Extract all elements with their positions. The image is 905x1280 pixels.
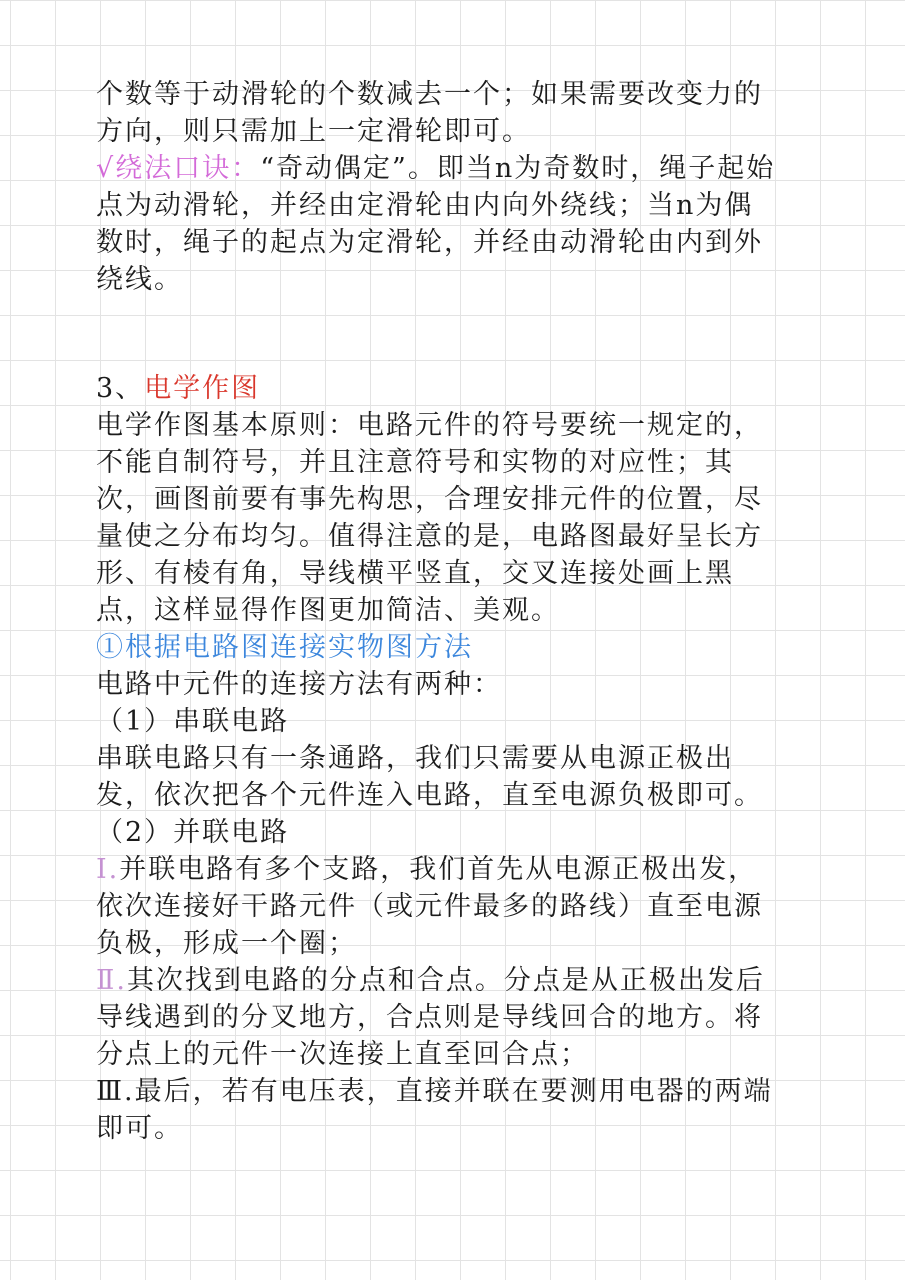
principle-line: 电学作图基本原则：电路元件的符号要统一规定的， <box>96 410 763 441</box>
parallel-step-2 <box>96 962 816 999</box>
parallel-step-1-line: 负极，形成一个圈； <box>96 928 357 959</box>
note-page <box>96 76 816 1147</box>
mnemonic-text: “奇动偶定”。即当n为奇数时，绳子起始 <box>260 153 776 184</box>
section-heading <box>96 370 816 407</box>
principle-line: 次，画图前要有事先构思，合理安排元件的位置，尽 <box>96 484 763 515</box>
series-heading: （1）串联电路 <box>96 706 290 737</box>
mnemonic-text-line: 数时，绳子的起点为定滑轮，并经由动滑轮由内到外 <box>96 227 763 258</box>
step-text: 其次找到电路的分点和合点。分点是从正极出发后 <box>126 965 765 996</box>
pulley-text-line: 个数等于动滑轮的个数减去一个；如果需要改变力的 <box>96 79 763 110</box>
series-text-line: 串联电路只有一条通路，我们只需要从电源正极出 <box>96 743 734 774</box>
method-heading: ①根据电路图连接实物图方法 <box>96 632 473 663</box>
mnemonic-text-line: 绕线。 <box>96 264 183 295</box>
principle-line: 形、有棱有角，导线横平竖直，交叉连接处画上黑 <box>96 558 734 589</box>
parallel-step-2-line: 分点上的元件一次连接上直至回合点； <box>96 1039 589 1070</box>
step-marker: Ⅲ. <box>96 1076 135 1107</box>
parallel-step-3-line: 即可。 <box>96 1113 183 1144</box>
parallel-step-1-line: 依次连接好干路元件（或元件最多的路线）直至电源 <box>96 891 763 922</box>
parallel-step-2-line: 导线遇到的分叉地方，合点则是导线回合的地方。将 <box>96 1002 763 1033</box>
parallel-step-3 <box>96 1073 816 1110</box>
section-number: 3、 <box>96 373 145 404</box>
step-marker: Ⅰ. <box>96 854 120 885</box>
section-title: 电学作图 <box>144 373 261 404</box>
mnemonic-label: √绕法口诀： <box>96 153 261 184</box>
step-text: 最后，若有电压表，直接并联在要测用电器的两端 <box>134 1076 773 1107</box>
parallel-heading: （2）并联电路 <box>96 817 290 848</box>
parallel-step-1 <box>96 851 816 888</box>
principle-line: 不能自制符号，并且注意符号和实物的对应性；其 <box>96 447 734 478</box>
pulley-text-line: 方向，则只需加上一定滑轮即可。 <box>96 116 531 147</box>
mnemonic-text-line: 点为动滑轮，并经由定滑轮由内向外绕线；当n为偶 <box>96 190 754 221</box>
principle-line: 点，这样显得作图更加简洁、美观。 <box>96 595 560 626</box>
series-text-line: 发，依次把各个元件连入电路，直至电源负极即可。 <box>96 780 763 811</box>
section-spacer <box>96 298 816 370</box>
principle-line: 量使之分布均匀。值得注意的是，电路图最好呈长方 <box>96 521 763 552</box>
step-marker: Ⅱ. <box>96 965 127 996</box>
method-intro: 电路中元件的连接方法有两种： <box>96 669 502 700</box>
mnemonic-line <box>96 150 816 187</box>
step-text: 并联电路有多个支路，我们首先从电源正极出发， <box>119 854 758 885</box>
